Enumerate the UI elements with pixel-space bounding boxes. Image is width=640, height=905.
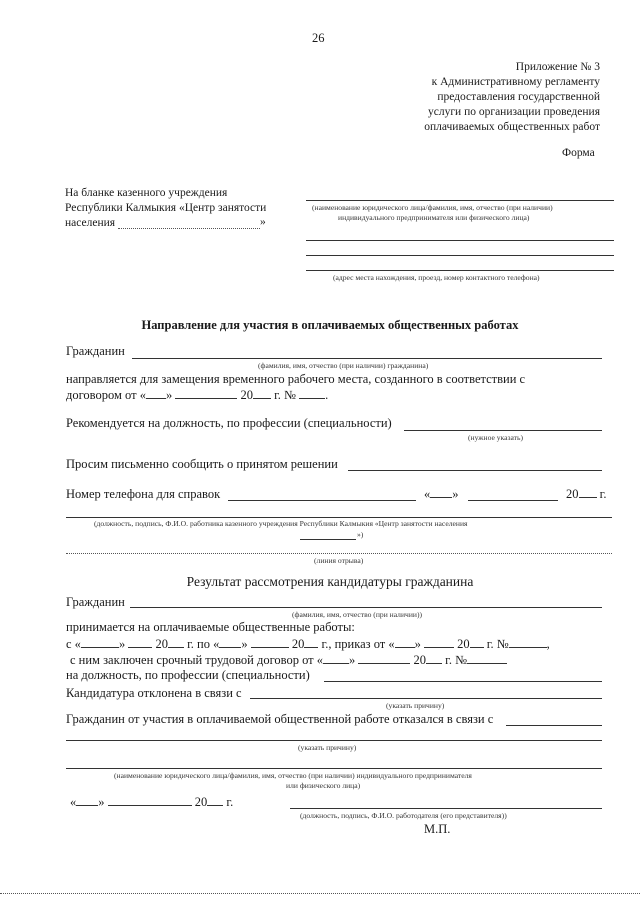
recommend-label: Рекомендуется на должность, по профессии (специальности) [66, 416, 392, 430]
blank-note-line: населения [65, 217, 116, 229]
employer-line-2[interactable] [306, 240, 614, 241]
result-title: Результат рассмотрения кандидатуры гражданина [186, 574, 474, 589]
address-caption: (адрес места нахождения, проезд, номер контактного телефона) [333, 273, 540, 282]
request-label: Просим письменно сообщить о принятом решении [66, 457, 338, 471]
stamp-label: М.П. [424, 822, 451, 836]
citizen-field[interactable] [132, 358, 602, 359]
request-field[interactable] [348, 470, 602, 471]
appendix-line: к Административному регламенту [431, 76, 600, 88]
rejected-caption: (указать причину) [386, 701, 445, 710]
refused-field-2[interactable] [66, 740, 602, 741]
address-field[interactable] [306, 270, 614, 271]
blank-note-line: Республики Калмыкия «Центр занятости [65, 202, 267, 214]
cut-caption: (линия отрыва) [314, 556, 364, 565]
appendix-header [424, 60, 600, 135]
employer-name-field[interactable] [306, 200, 614, 201]
official-signature-field[interactable] [66, 517, 612, 518]
period-line: с « » 20 г. по « » 20 г., приказ от « » 20 г. № , [66, 637, 550, 651]
rejected-field[interactable] [250, 698, 602, 699]
signer-caption: или физического лица) [286, 781, 361, 790]
refused-label: Гражданин от участия в оплачиваемой общественной работе отказался в связи с [66, 712, 494, 726]
position-label: на должность, по профессии (специальности) [66, 668, 310, 682]
sent-line: направляется для замещения временного рабочего места, созданного в соответствии с [66, 372, 526, 386]
phone-label: Номер телефона для справок [66, 487, 221, 501]
form-label: Форма [562, 147, 595, 159]
phone-date-month[interactable] [468, 500, 558, 501]
contract-line: договором от « » 20 г. № . [66, 388, 329, 402]
signer-caption: (должность, подпись, Ф.И.О. работодателя (его представителя)) [300, 811, 507, 820]
appendix-line: предоставления государственной [437, 91, 600, 103]
signer-caption: (наименование юридического лица/фамилия, имя, отчество (при наличии) индивидуального предпринимателя [114, 771, 472, 780]
refused-caption: (указать причину) [298, 743, 357, 752]
page-bottom-edge [0, 893, 640, 894]
appendix-line: услуги по организации проведения [427, 106, 600, 118]
appendix-line: оплачиваемых общественных работ [424, 121, 600, 133]
recommend-field[interactable] [404, 430, 602, 431]
page-number: 26 [312, 31, 325, 45]
document-title: Направление для участия в оплачиваемых общественных работах [141, 318, 519, 332]
phone-field[interactable] [228, 500, 416, 501]
signer-signature-field[interactable] [290, 808, 602, 809]
signer-name-field[interactable] [66, 768, 602, 769]
rejected-label: Кандидатура отклонена в связи с [66, 686, 242, 700]
recommend-caption: (нужное указать) [468, 433, 523, 442]
signer-date: « » 20 г. [70, 795, 234, 809]
appendix-line: Приложение № 3 [515, 61, 600, 73]
result-citizen-field[interactable] [130, 607, 602, 608]
employer-caption: (наименование юридического лица/фамилия, имя, отчество (при наличии) [312, 203, 553, 212]
cut-line [66, 553, 612, 554]
citizen-label: Гражданин [66, 344, 125, 358]
position-field[interactable] [324, 681, 602, 682]
blank-note-line: На бланке казенного учреждения [65, 187, 228, 199]
official-caption: (должность, подпись, Ф.И.О. работника казенного учреждения Республики Калмыкия «Центр занятости населения [94, 519, 468, 528]
center-name-blank[interactable] [118, 228, 260, 229]
result-citizen-caption: (фамилия, имя, отчество (при наличии)) [292, 610, 423, 619]
blank-note [65, 186, 266, 231]
employer-caption: индивидуального предпринимателя или физического лица) [338, 213, 530, 222]
result-citizen-label: Гражданин [66, 595, 125, 609]
blank-note-tail: » [260, 216, 266, 228]
employer-line-3[interactable] [306, 255, 614, 256]
accepted-line: принимается на оплачиваемые общественные работы: [66, 620, 355, 634]
citizen-caption: (фамилия, имя, отчество (при наличии) гражданина) [258, 361, 429, 370]
official-caption-tail: ») [357, 530, 364, 539]
phone-date: « » [424, 487, 459, 501]
phone-year: 20 г. [566, 487, 607, 501]
fixed-contract-line: с ним заключен срочный трудовой договор от « » 20 г. № [70, 653, 507, 668]
official-center-field[interactable] [300, 539, 356, 540]
refused-field[interactable] [506, 725, 602, 726]
